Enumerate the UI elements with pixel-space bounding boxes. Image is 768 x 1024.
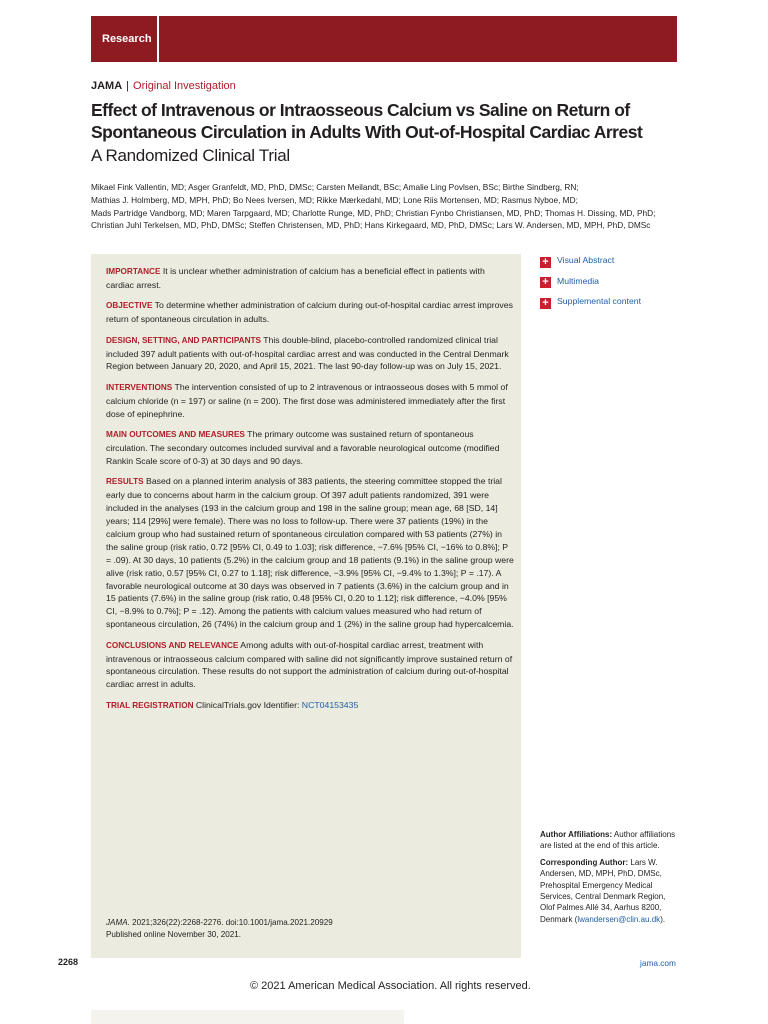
affiliations-label: Author Affiliations: (540, 830, 613, 839)
affiliations-note (540, 829, 680, 852)
doi-link[interactable]: 10.1001/jama.2021.20929 (238, 918, 333, 927)
supplemental-content-link[interactable] (540, 291, 641, 312)
journal-name: JAMA (91, 80, 123, 92)
abstract-conclusions (106, 639, 514, 692)
article-type: Original Investigation (133, 80, 236, 92)
page-number: 2268 (58, 957, 79, 967)
section-label-importance: IMPORTANCE (106, 267, 161, 276)
section-label-results: RESULTS (106, 477, 144, 487)
abstract (106, 265, 514, 720)
trial-id-link[interactable]: NCT04153435 (301, 699, 359, 710)
visual-abstract-label: Visual Abstract (557, 255, 615, 266)
article-kicker (91, 80, 236, 92)
plus-icon: + (540, 277, 551, 288)
corresponding-author (540, 857, 680, 925)
citation-ref: 2021;326(22):2268-2276. doi: (129, 918, 239, 927)
abstract-interventions (106, 381, 514, 421)
plus-icon: + (540, 298, 551, 309)
section-tab-research (91, 16, 159, 62)
author-line: Mikael Fink Vallentin, MD; Asger Granfeldt, MD, PhD, DMSc; Carsten Meilandt, BSc; Amalie Ling Povlsen, BSc; Birthe Sindberg, RN; (91, 182, 579, 192)
objective-text: To determine whether administration of calcium during out-of-hospital cardiac arrest improves return of spontaneous circulation in adults. (106, 300, 513, 325)
abstract-registration (106, 699, 514, 713)
author-line: Christian Juhl Terkelsen, MD, PhD, DMSc; Steffen Christensen, MD, PhD; Hans Kirkegaard, MD, PhD, DMSc; Lars W. Andersen, MD, MPH, PhD, DMSc (91, 220, 651, 231)
author-line: Mads Partridge Vandborg, MD; Maren Tarpgaard, MD; Charlotte Runge, MD, PhD; Christian Fynbo Christiansen, MD, PhD; Thomas H. Dissing, MD, PhD; (91, 207, 656, 218)
corresponding-label: Corresponding Author: (540, 857, 629, 867)
corresponding-end: ). (660, 914, 666, 924)
article-title: Effect of Intravenous or Intraosseous Calcium vs Saline on Return of Spontaneous Circulation in Adults With Out-of-Hospital Cardiac Arrest (91, 100, 643, 142)
plus-icon: + (540, 257, 551, 268)
published-date: Published online November 30, 2021. (106, 929, 241, 939)
page-bottom-strip (91, 1010, 404, 1024)
conclusions-text: Among adults with out-of-hospital cardiac arrest, treatment with intravenous or intraosseous calcium compared with saline did not significantly improve sustained return of spontaneous circulation. These results do not support the administration of calcium during out-of-hospital cardiac arrest in adults. (106, 639, 513, 690)
article-subtitle: A Randomized Clinical Trial (91, 146, 290, 165)
section-label-outcomes: MAIN OUTCOMES AND MEASURES (106, 430, 245, 440)
email-link[interactable]: lwandersen@clin.au.dk (577, 914, 661, 924)
design-text: This double-blind, placebo-controlled randomized clinical trial included 397 adult patients with out-of-hospital cardiac arrest and was conducted in the Central Denmark Region between January 20, 2020, and April 15, 2021. The last 90-day follow-up was on July 15, 2021. (106, 334, 509, 372)
corresponding-text: Lars W. Andersen, MD, MPH, PhD, DMSc, Prehospital Emergency Medical Services, Central Denmark Region, Olof Palmes Allé 34, Aarhus 8200, Denmark ( (540, 857, 666, 924)
results-text: Based on a planned interim analysis of 383 patients, the steering committee stopped the trial early due to concerns about harm in the calcium group. Of 397 adult patients randomized, 391 were included in the analyses (193 in the calcium group and 198 in the saline group; mean age, 68 [SD, 14] years; 114 [29%] were female). There was no loss to follow-up. There were 37 patients (19%) in the calcium group who had sustained return of spontaneous circulation compared with 53 patients (27%) in the saline group (risk ratio, 0.72 [95% CI, 0.49 to 1.03]; risk difference, −7.6% [95% CI, −16% to 0.8%]; P = .09). At 30 days, 10 patients (5.2%) in the calcium group and 18 patients (9.1%) in the saline group were alive (risk ratio, 0.57 [95% CI, 0.27 to 1.18]; risk difference, −3.9% [95% CI, −9.4% to 1.3%]; P = .17). A favorable neurological outcome at 30 days was observed in 7 patients (3.6%) in the calcium group and in 15 patients (7.6%) in the saline group (risk ratio, 0.48 [95% CI, 0.20 to 1.12]; risk difference, −4.0% [95% CI, −8.9% to 0.7%]; P = .12). Among the patients with calcium values measured who had return of spontaneous circulation, 26 (74%) in the calcium group and 1 (2%) in the saline group had hypercalcemia. (106, 476, 514, 630)
interventions-text: The intervention consisted of up to 2 intravenous or intraosseous doses with 5 mmol of calcium chloride (n = 197) or saline (n = 200). The first dose was administered immediately after the first dose of epinephrine. (106, 381, 508, 419)
author-line: Mathias J. Holmberg, MD, MPH, PhD; Bo Nees Iversen, MD; Rikke Mærkedahl, MD; Lone Riis Mortensen, MD; Rasmus Nyboe, MD; (91, 194, 578, 205)
multimedia-label: Multimedia (557, 275, 600, 286)
section-label-design: DESIGN, SETTING, AND PARTICIPANTS (106, 335, 261, 345)
registration-text: ClinicalTrials.gov Identifier: (193, 699, 302, 710)
visual-abstract-link[interactable] (540, 250, 641, 271)
citation (106, 917, 333, 940)
citation-journal: JAMA. (106, 918, 130, 927)
section-header-bar (91, 16, 677, 62)
abstract-design (106, 334, 514, 374)
citation-line (106, 917, 333, 929)
supplemental-content-label: Supplemental content (557, 296, 642, 307)
abstract-importance (106, 265, 514, 292)
author-list (91, 181, 691, 232)
section-label: Research (102, 33, 152, 45)
section-label-registration: TRIAL REGISTRATION (106, 700, 194, 710)
importance-text: It is unclear whether administration of calcium has a beneficial effect in patients with cardiac arrest. (106, 266, 485, 290)
author-affiliations (540, 829, 680, 930)
outcomes-text: The primary outcome was sustained return of spontaneous circulation. The secondary outcomes included survival and a favorable neurological outcome (modified Rankin Scale score of 0-3) at 30 days and 90 days. (106, 429, 500, 466)
site-link[interactable]: jama.com (640, 958, 676, 968)
section-label-objective: OBJECTIVE (106, 301, 153, 311)
multimedia-link[interactable] (540, 271, 641, 292)
abstract-outcomes (106, 428, 514, 468)
side-links (540, 250, 641, 312)
copyright-notice: © 2021 American Medical Association. All rights reserved. (250, 980, 531, 992)
abstract-objective (106, 299, 514, 326)
section-label-interventions: INTERVENTIONS (106, 382, 173, 392)
kicker-separator: | (126, 80, 130, 92)
section-label-conclusions: CONCLUSIONS AND RELEVANCE (106, 640, 239, 650)
affiliations-text: Author affiliations are listed at the end of this article. (540, 830, 676, 851)
abstract-results (106, 475, 514, 631)
